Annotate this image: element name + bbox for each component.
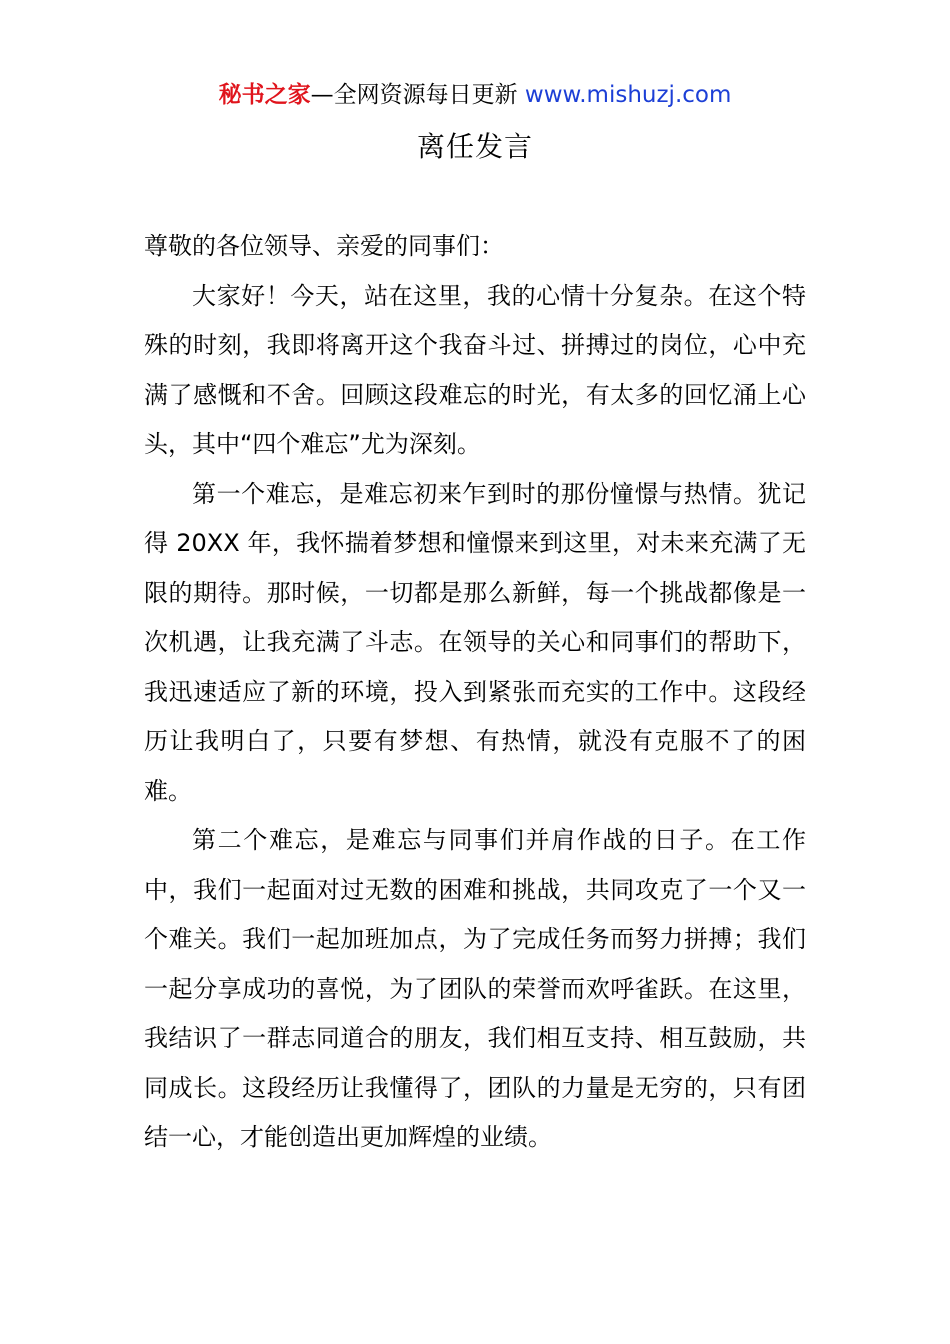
paragraph-3: 第二个难忘，是难忘与同事们并肩作战的日子。在工作中，我们一起面对过无数的困难和挑战，共同攻克了一个又一个难关。我们一起加班加点，为了完成任务而努力拼搏；我们一起分享成功的喜悦，为了团队的荣誉而欢呼雀跃。在这里，我结识了一群志同道合的朋友，我们相互支持、相互鼓励，共同成长。这段经历让我懂得了，团队的力量是无穷的，只有团结一心，才能创造出更加辉煌的业绩。 xyxy=(144,826,806,1151)
site-header xyxy=(0,78,950,112)
document-title: 离任发言 xyxy=(416,130,533,163)
salutation: 尊敬的各位领导、亲爱的同事们： xyxy=(144,232,504,260)
site-url-link[interactable]: www.mishuzj.com xyxy=(524,82,732,108)
site-tagline: —全网资源每日更新 xyxy=(310,82,525,108)
paragraph-1: 大家好！今天，站在这里，我的心情十分复杂。在这个特殊的时刻，我即将离开这个我奋斗过、拼搏过的岗位，心中充满了感慨和不舍。回顾这段难忘的时光，有太多的回忆涌上心头，其中“四个难忘”尤为深刻。 xyxy=(144,281,806,458)
document-body xyxy=(144,222,806,1163)
site-name: 秘书之家 xyxy=(218,82,311,108)
paragraph-2: 第一个难忘，是难忘初来乍到时的那份憧憬与热情。犹记得 20XX 年，我怀揣着梦想和憧憬来到这里，对未来充满了无限的期待。那时候，一切都是那么新鲜，每一个挑战都像是一次机遇，让我充满了斗志。在领导的关心和同事们的帮助下，我迅速适应了新的环境，投入到紧张而充实的工作中。这段经历让我明白了，只要有梦想、有热情，就没有克服不了的困难。 xyxy=(144,479,806,805)
